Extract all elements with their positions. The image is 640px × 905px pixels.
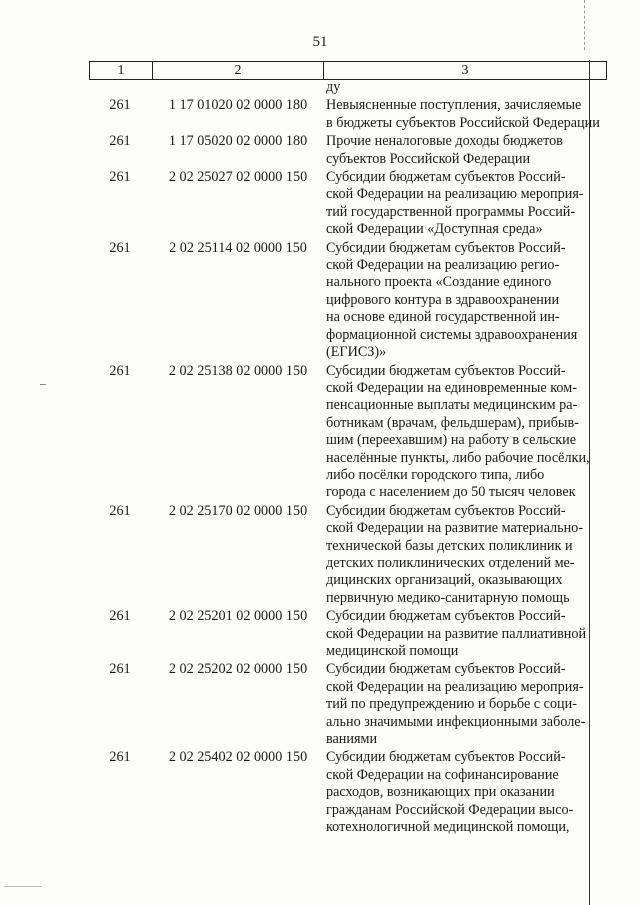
admin-code-cell: 261 xyxy=(109,362,131,379)
table-row xyxy=(0,169,640,239)
description-cell xyxy=(326,749,607,836)
budget-code-cell: 2 02 25027 02 0000 150 xyxy=(168,169,308,186)
table-row xyxy=(0,608,640,660)
table-row xyxy=(0,503,640,607)
description-text: Субсидии бюджетам субъектов Россий- ской Федерации на реализацию мероприя- тий государственной программы Россий- ской Федерации «Доступная среда» xyxy=(326,169,584,238)
description-cell xyxy=(326,169,607,239)
description-cell xyxy=(326,661,607,748)
table-row xyxy=(0,363,640,502)
admin-code-cell: 261 xyxy=(109,608,131,625)
budget-code-cell: 1 17 05020 02 0000 180 xyxy=(168,133,308,150)
page-number: 51 xyxy=(312,34,328,50)
admin-code-cell: 261 xyxy=(109,502,131,519)
description-text: Невыясненные поступления, зачисляемые в бюджеты субъектов Российской Федерации xyxy=(326,97,600,131)
description-cell xyxy=(326,240,607,362)
scan-mark xyxy=(4,886,42,887)
description-text: Субсидии бюджетам субъектов Россий- ской Федерации на развитие паллиативной медицинской помощи xyxy=(326,608,587,659)
column-header-2: 2 xyxy=(153,62,324,80)
scan-artifact-dashed-line xyxy=(584,0,585,50)
budget-code-cell: 1 17 01020 02 0000 180 xyxy=(168,97,308,114)
column-header-3: 3 xyxy=(324,62,607,80)
description-text: Прочие неналоговые доходы бюджетов субъектов Российской Федерации xyxy=(326,133,563,167)
description-cell xyxy=(326,97,607,132)
scan-artifact-line xyxy=(589,60,590,905)
budget-code-cell: 2 02 25114 02 0000 150 xyxy=(169,239,307,256)
table-row xyxy=(0,97,640,132)
column-header-table xyxy=(89,61,607,80)
scan-mark xyxy=(40,384,46,385)
description-text: Субсидии бюджетам субъектов Россий- ской Федерации на реализацию мероприя- тий по предупреждению и борьбе с соци- ально значимыми инфекционными заболе- ваниями xyxy=(326,661,586,748)
description-cell xyxy=(326,503,607,607)
revenue-code-list xyxy=(0,97,640,836)
table-row xyxy=(0,240,640,362)
table-row xyxy=(0,661,640,748)
column-header-1: 1 xyxy=(90,62,153,80)
description-cell xyxy=(326,363,607,502)
admin-code-cell: 261 xyxy=(109,97,131,114)
budget-code-cell: 2 02 25402 02 0000 150 xyxy=(168,749,308,766)
admin-code-cell: 261 xyxy=(109,169,131,186)
description-text: Субсидии бюджетам субъектов Россий- ской Федерации на реализацию регио- нального проекта «Создание единого цифрового контура в здравоохранении на основе единой государственной ин- формационной системы здравоохранения (ЕГИСЗ)» xyxy=(326,239,578,361)
budget-code-cell: 2 02 25138 02 0000 150 xyxy=(168,362,308,379)
document-body xyxy=(0,79,640,836)
budget-code-cell: 2 02 25170 02 0000 150 xyxy=(168,502,308,519)
admin-code-cell: 261 xyxy=(109,239,131,256)
continuation-text: ду xyxy=(326,79,341,95)
admin-code-cell: 261 xyxy=(109,749,131,766)
admin-code-cell: 261 xyxy=(109,661,131,678)
description-text: Субсидии бюджетам субъектов Россий- ской Федерации на развитие материально- технической базы детских поликлиник и детских поликлинических отделений ме- дицинских организаций, оказывающих первичную медико-санитарную помощь xyxy=(326,502,583,606)
description-text: Субсидии бюджетам субъектов Россий- ской Федерации на единовременные ком- пенсационные выплаты медицинским ра- ботникам (врачам, фельдшерам), прибыв- шим (переехавшим) на работу в сельские населённые пункты, либо рабочие посёлки, либо посёлки городского типа, либо города с населением до 50 тысяч человек xyxy=(326,362,590,501)
description-cell xyxy=(326,608,607,660)
description-text: Субсидии бюджетам субъектов Россий- ской Федерации на софинансирование расходов, возникающих при оказании гражданам Российской Федерации высо- котехнологичной медицинской помощи, xyxy=(326,749,574,836)
table-row xyxy=(0,133,640,168)
budget-code-cell: 2 02 25201 02 0000 150 xyxy=(168,608,308,625)
budget-code-cell: 2 02 25202 02 0000 150 xyxy=(168,661,308,678)
admin-code-cell: 261 xyxy=(109,133,131,150)
table-row xyxy=(0,749,640,836)
description-cell xyxy=(326,133,607,168)
